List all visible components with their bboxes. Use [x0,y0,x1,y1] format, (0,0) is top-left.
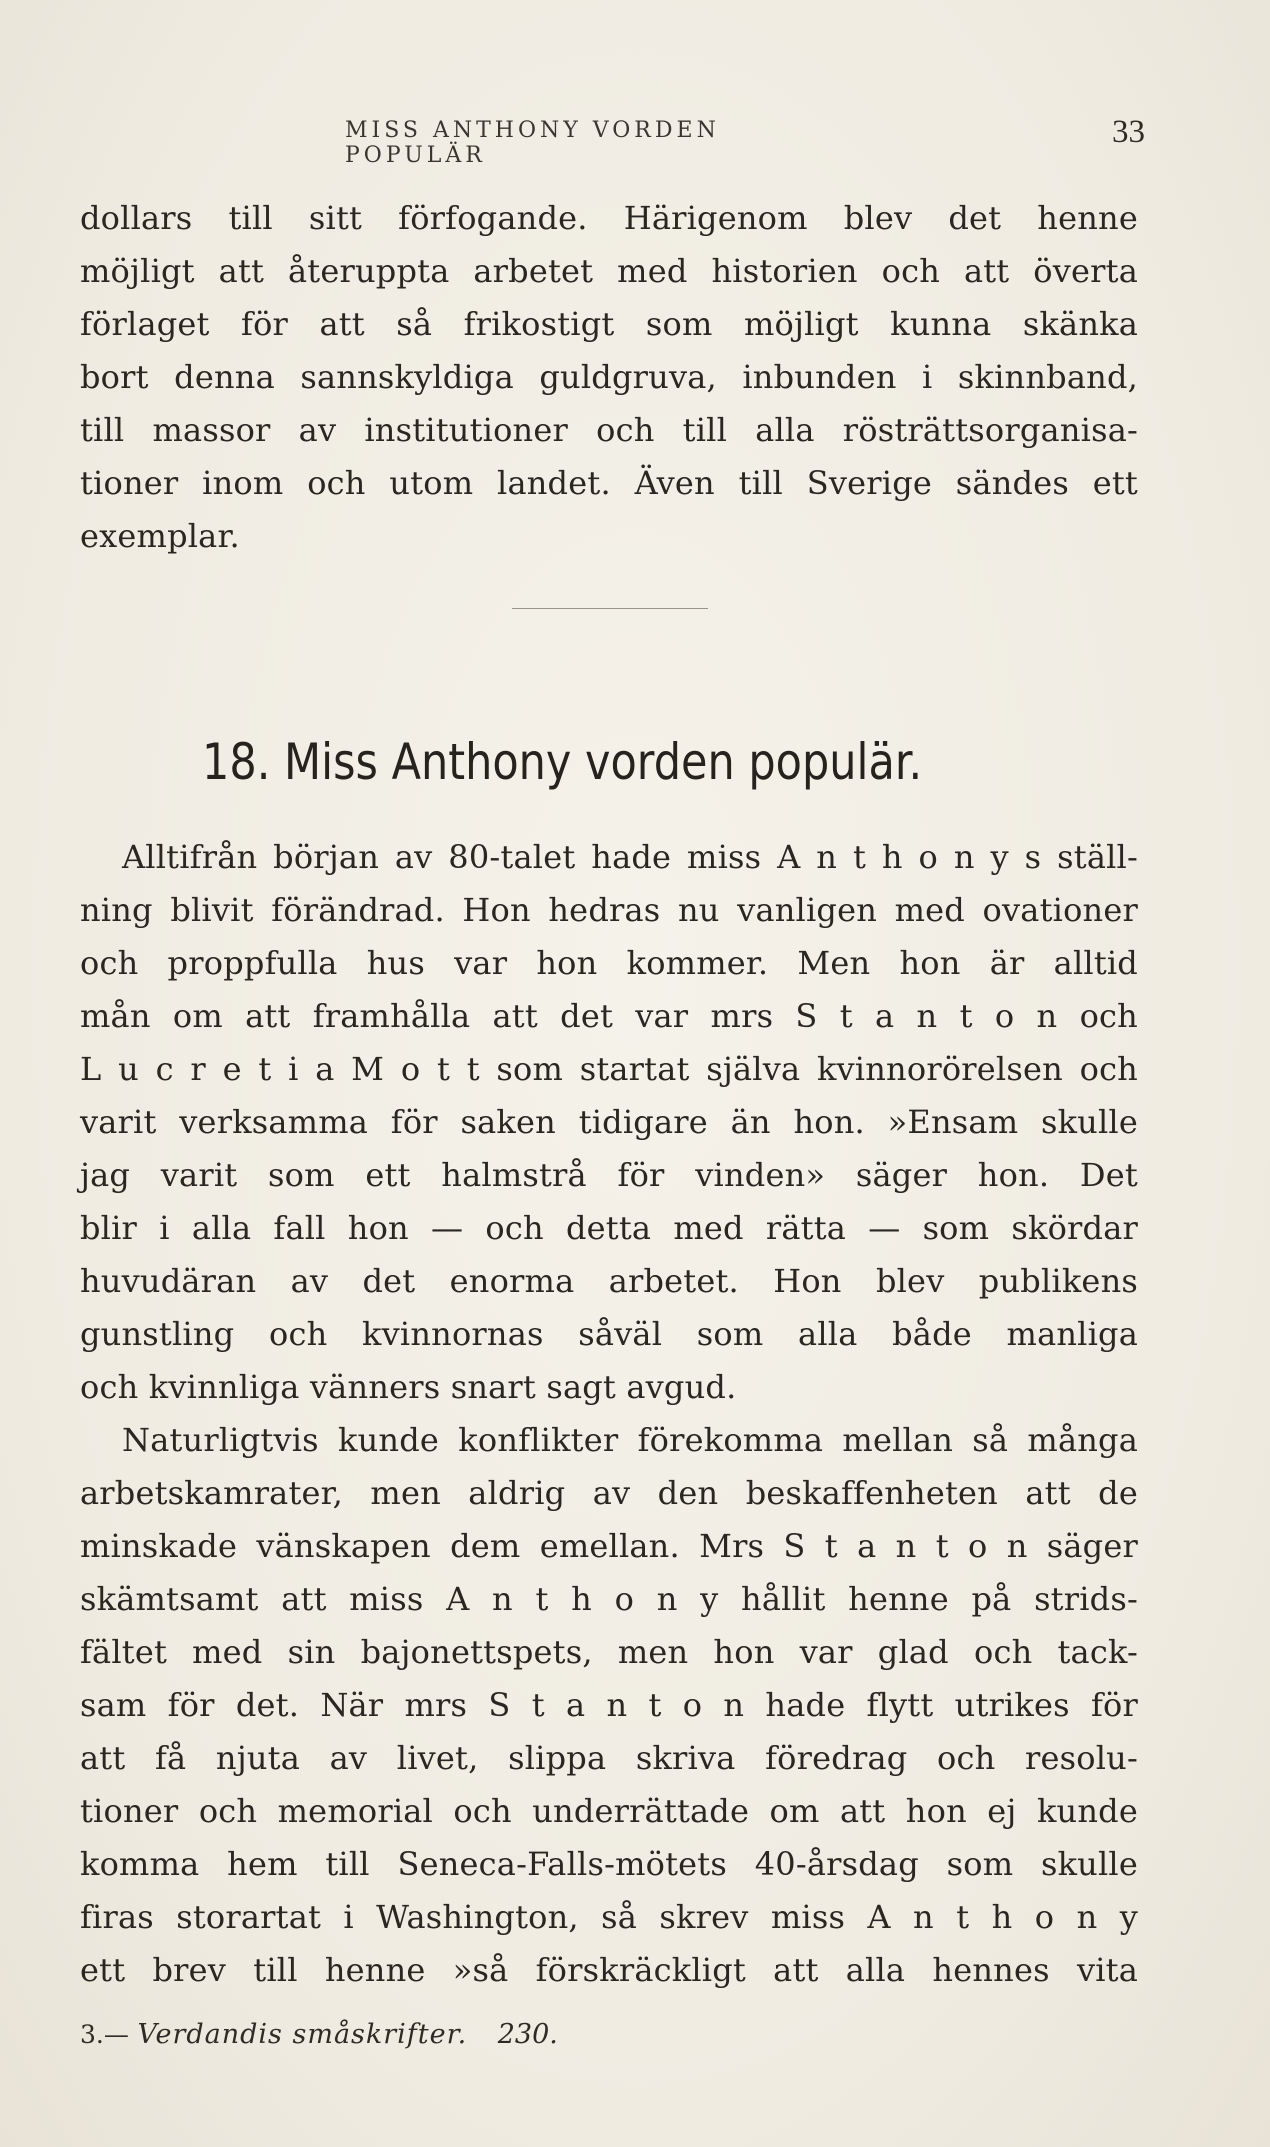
body-text [80,831,1138,1997]
text-line: förlaget för att så frikostigt som möjligt kunna skänka [80,305,1138,343]
text-line: och proppfulla hus var hon kommer. Men hon är alltid [80,944,1138,982]
text-line: Alltifrån början av 80-talet hade miss A n t h o n y s ställ- [122,838,1138,876]
text-line: mån om att framhålla att det var mrs S t a n t o n och [80,997,1138,1035]
paragraph-1 [80,192,1138,563]
text-line: tioner inom och utom landet. Även till Sverige sändes ett [80,464,1138,502]
text-line: möjligt att återuppta arbetet med historien och att överta [80,252,1138,290]
text-line: bort denna sannskyldiga guldgruva, inbunden i skinnband, [80,358,1138,396]
text-line: huvudäran av det enorma arbetet. Hon blev publikens [80,1262,1138,1300]
text-line: sam för det. När mrs S t a n t o n hade flytt utrikes för [80,1686,1138,1724]
text-line: L u c r e t i a M o t t som startat själva kvinnorörelsen och [80,1050,1138,1088]
running-title: MISS ANTHONY VORDEN POPULÄR [345,118,720,168]
text-line: Naturligtvis kunde konflikter förekomma mellan så många [122,1421,1138,1459]
signature-mark: 3.— [80,2020,129,2049]
text-line: till massor av institutioner och till alla rösträttsorganisa- [80,411,1138,449]
series-number: 230. [497,2019,558,2050]
series-title: Verdandis småskrifter. [137,2019,468,2050]
text-line: varit verksamma för saken tidigare än hon. »Ensam skulle [80,1103,1138,1141]
text-line: tioner och memorial och underrättade om att hon ej kunde [80,1792,1138,1830]
text-line: att få njuta av livet, slippa skriva föredrag och resolu- [80,1739,1138,1777]
text-line: och kvinnliga vänners snart sagt avgud. [80,1368,737,1406]
section-heading: 18. Miss Anthony vorden populär. [202,733,923,791]
text-line: minskade vänskapen dem emellan. Mrs S t a n t o n säger [80,1527,1138,1565]
text-line: arbetskamrater, men aldrig av den beskaffenheten att de [80,1474,1138,1512]
text-line: jag varit som ett halmstrå för vinden» säger hon. Det [80,1156,1138,1194]
text-line: ett brev till henne »så förskräckligt att alla hennes vita [80,1951,1138,1989]
text-line: exemplar. [80,517,240,555]
text-line: fältet med sin bajonettspets, men hon var glad och tack- [80,1633,1138,1671]
page-number: 33 [1112,114,1145,150]
text-line: gunstling och kvinnornas såväl som alla både manliga [80,1315,1138,1353]
section-separator-rule [512,608,708,609]
text-line: firas storartat i Washington, så skrev miss A n t h o n y [80,1898,1138,1936]
text-line: dollars till sitt förfogande. Härigenom blev det henne [80,199,1138,237]
text-line: ning blivit förändrad. Hon hedras nu vanligen med ovationer [80,891,1138,929]
text-line: skämtsamt att miss A n t h o n y hållit henne på strids- [80,1580,1138,1618]
text-line: komma hem till Seneca-Falls-mötets 40-årsdag som skulle [80,1845,1138,1883]
footer-signature-line [80,2015,558,2055]
text-line: blir i alla fall hon — och detta med rätta — som skördar [80,1209,1138,1247]
